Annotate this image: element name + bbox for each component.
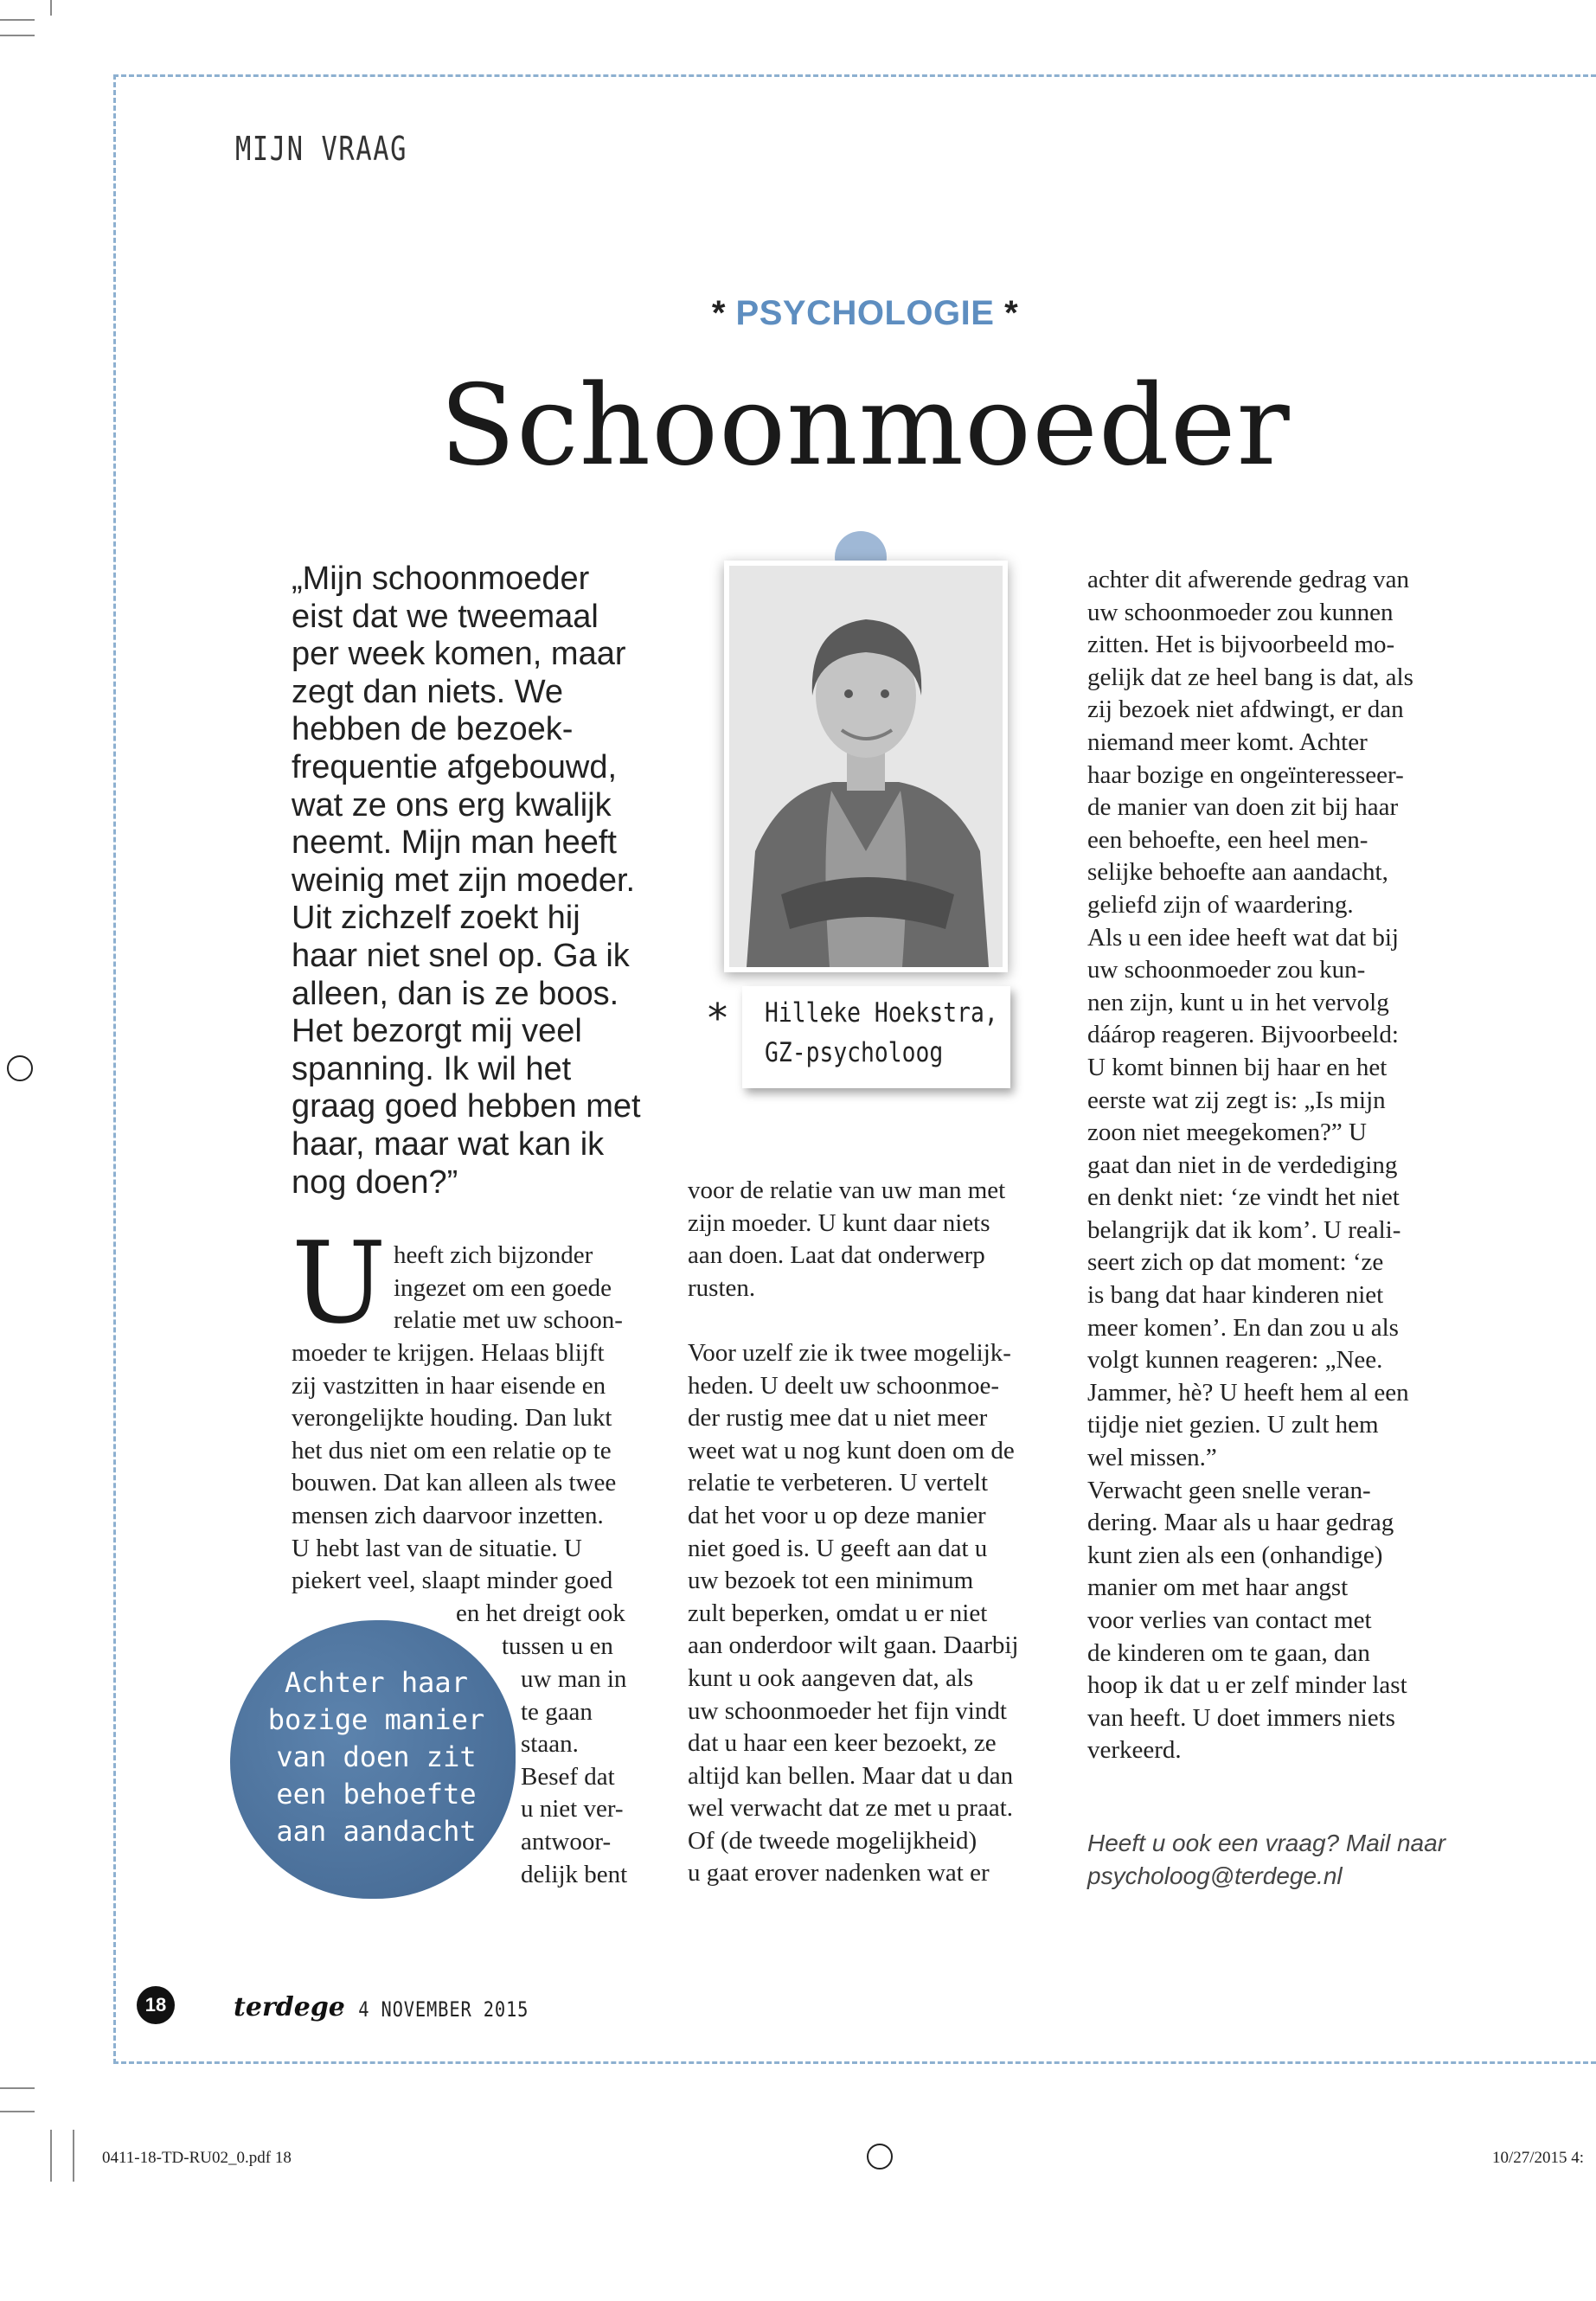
page-title: Schoonmoeder — [439, 362, 1291, 490]
crop-mark — [50, 0, 52, 16]
registration-mark-icon — [867, 2144, 893, 2170]
crop-mark — [0, 19, 35, 21]
portrait-photo — [729, 566, 1003, 967]
category-kicker — [692, 294, 1038, 333]
print-slug-date: 10/27/2015 4: — [1492, 2149, 1585, 2167]
answer-text: tussen u en — [502, 1632, 613, 1660]
contact-note: Heeft u ook een vraag? Mail naar psycholoog@terdege.nl — [1087, 1830, 1446, 1889]
crop-mark — [0, 2111, 35, 2112]
page-number: 18 — [137, 1986, 175, 2024]
star-icon: * — [1004, 294, 1019, 332]
reader-question: „Mijn schoonmoeder eist dat we tweemaal per week komen, maar zegt dan niets. We hebben de bezoek- frequentie afgebouwd, wat ze ons erg kwalijk neemt. Mijn man heeft weinig met zijn moeder. Uit zichzelf zoekt hij haar niet snel op. Ga ik alleen, dan is ze boos. Het bezorgt mij veel spanning. Ik wil het graag goed hebben met haar, maar wat kan ik nog doen?” — [292, 561, 641, 1201]
print-slug-file: 0411-18-TD-RU02_0.pdf 18 — [102, 2149, 292, 2167]
photo-caption: Hilleke Hoekstra, GZ-psycholoog — [765, 997, 998, 1068]
crop-mark — [0, 35, 35, 36]
answer-text: moeder te krijgen. Helaas blijft zij vastzitten in haar eisende en verongelijkte houding. Dan lukt het dus niet om een relatie op te bouwen. Dat kan alleen als twee mensen zich daarvoor inzetten. U hebt last van de situatie. U piekert veel, slaapt minder goed — [292, 1339, 617, 1595]
answer-text: voor de relatie van uw man met zijn moeder. U kunt daar niets aan doen. Laat dat onderwerp rusten. Voor uzelf zie ik twee mogelijk- heden. U deelt uw schoonmoe- der rustig mee dat u niet meer weet wat u nog kunt doen om de relatie te verbeteren. U vertelt dat het voor u op deze manier niet goed is. U geeft aan dat u uw bezoek tot een minimum zult beperken, omdat u er niet aan onderdoor wilt gaan. Daarbij kunt u ook aangeven dat, als uw schoonmoeder het fijn vindt dat u haar een keer bezoekt, ze altijd kan bellen. Maar dat u dan wel verwacht dat ze met u praat. Of (de tweede mogelijkheid) u gaat erover nadenken wat er — [688, 1176, 1019, 1888]
answer-text: uw man in te gaan staan. Besef dat u niet ver- antwoor- delijk bent — [521, 1665, 628, 1888]
section-label: MIJN VRAAG — [235, 130, 408, 168]
issue-date: · 4 NOVEMBER 2015 — [336, 1997, 529, 2022]
star-icon: * — [708, 995, 727, 1042]
drop-cap: U — [292, 1217, 387, 1349]
portrait-illustration — [729, 566, 1003, 967]
star-icon: * — [711, 294, 726, 332]
crop-mark — [73, 2130, 74, 2182]
pull-quote: Achter haar bozige manier van doen zit een behoefte aan aandacht — [267, 1666, 485, 1848]
answer-text: en het dreigt ook — [456, 1599, 625, 1627]
answer-text: heeft zich bijzonder ingezet om een goede relatie met uw schoon- — [394, 1241, 623, 1335]
answer-text: achter dit afwerende gedrag van uw schoonmoeder zou kunnen zitten. Het is bijvoorbeeld mo- gelijk dat ze heel bang is dat, als zij bezoek niet afdwingt, er dan niemand meer komt. Achter haar bozige en ongeïnteresseer- de manier van doen zit bij haar een behoefte, een heel men- selijke behoefte aan aandacht, geliefd zijn of waardering. Als u een idee heeft wat dat bij uw schoonmoeder zou kun- nen zijn, kunt u in het vervolg dáárop reageren. Bijvoorbeeld: U komt binnen bij haar en het eerste wat zij zegt is: „Is mijn zoon niet meegekomen?” U gaat dan niet in de verdediging en denkt niet: ‘ze vindt het niet belangrijk dat ik kom’. U reali- seert zich op dat moment: ‘ze is bang dat haar kinderen niet meer komen’. En dan zou u als volgt kunnen reageren: „Nee. Jammer, hè? U heeft hem al een tijdje niet gezien. U zult hem wel missen.” Verwacht geen snelle veran- dering. Maar als u haar gedrag kunt zien als een (onhandige) manier om met haar angst voor verlies van contact met de kinderen om te gaan, dan hoop ik dat u er zelf minder last van heeft. U doet immers niets verkeerd. — [1087, 566, 1413, 1765]
crop-mark — [50, 2130, 52, 2182]
category-label: PSYCHOLOGIE — [735, 294, 995, 332]
magazine-logo: terdege — [234, 1992, 345, 2022]
registration-mark-icon — [7, 1055, 33, 1081]
crop-mark — [0, 2087, 35, 2089]
